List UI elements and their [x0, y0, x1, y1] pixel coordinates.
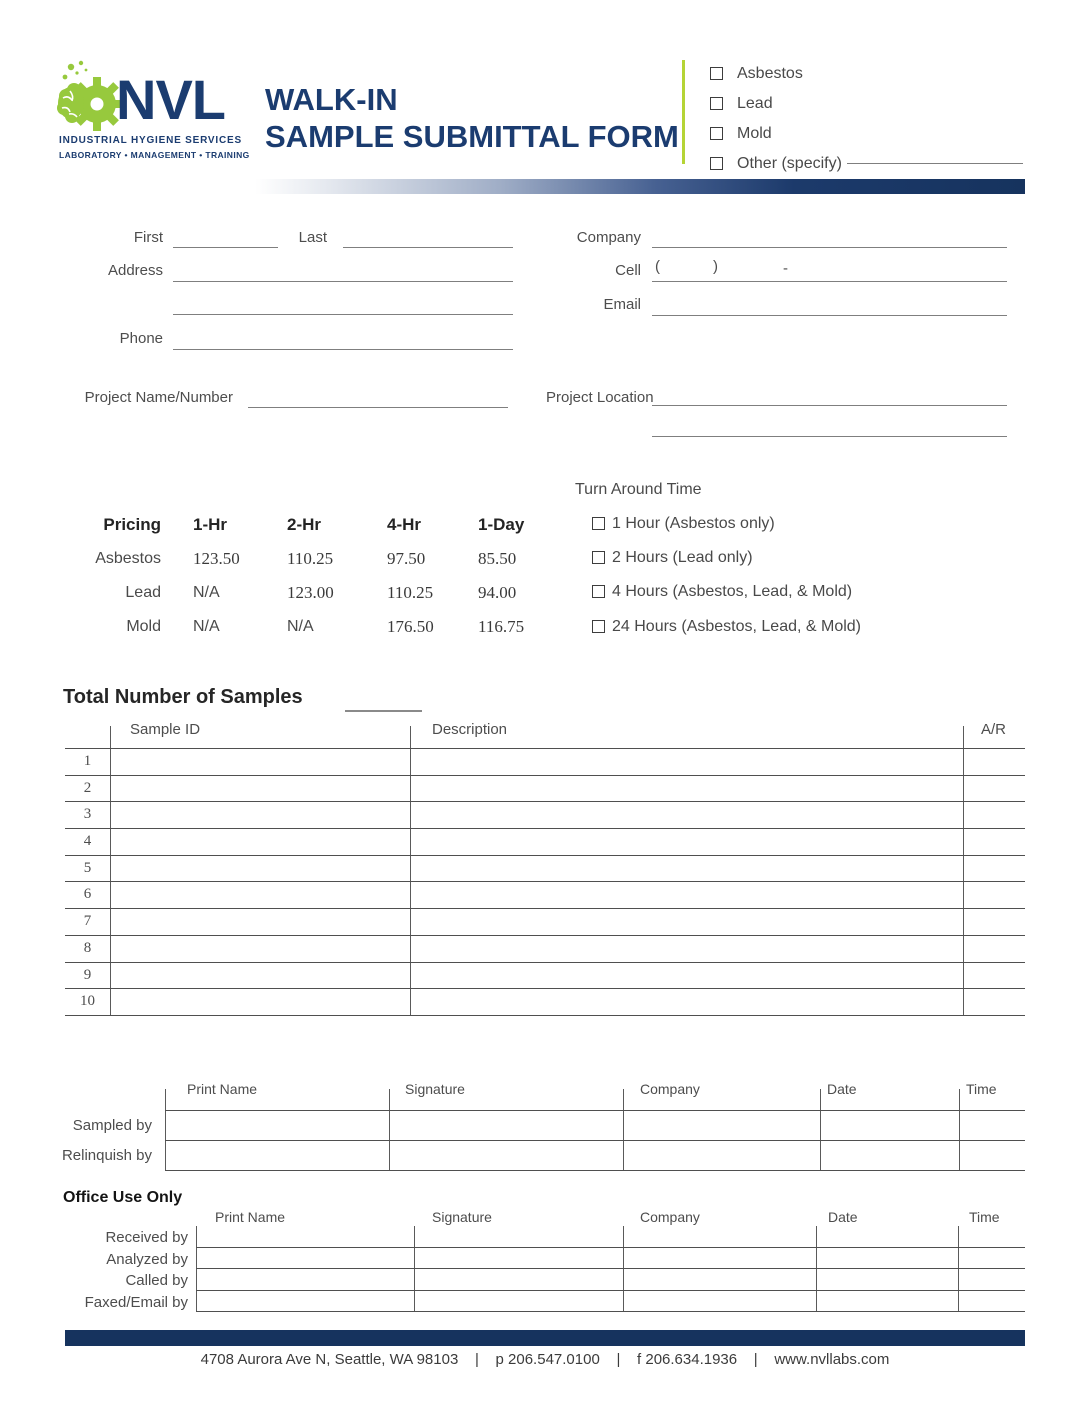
brain-gear-icon [56, 58, 120, 134]
office-row-called-by [196, 1269, 1025, 1291]
sample-id-cell[interactable] [110, 802, 410, 828]
office-row-received-by [196, 1226, 1025, 1248]
ar-cell[interactable] [963, 963, 1025, 989]
ar-cell[interactable] [963, 776, 1025, 802]
date-cell[interactable] [816, 1291, 958, 1312]
office-use-only-title: Office Use Only [63, 1189, 183, 1206]
office-col-date: Date [828, 1209, 858, 1225]
ar-cell[interactable] [963, 856, 1025, 882]
office-col-company: Company [640, 1209, 700, 1225]
signoff-table [165, 1110, 1025, 1171]
signoff-row-relinquish-by [165, 1141, 1025, 1171]
checkbox-icon[interactable] [592, 620, 605, 633]
description-cell[interactable] [410, 829, 963, 855]
checkbox-label: 1 Hour (Asbestos only) [612, 515, 775, 532]
phone-line[interactable] [173, 349, 513, 350]
description-cell[interactable] [410, 776, 963, 802]
sample-id-cell[interactable] [110, 963, 410, 989]
signature-cell[interactable] [389, 1111, 623, 1140]
description-cell[interactable] [410, 856, 963, 882]
ar-cell[interactable] [963, 882, 1025, 908]
office-col-print-name: Print Name [215, 1209, 286, 1225]
ar-cell[interactable] [963, 936, 1025, 962]
date-cell[interactable] [820, 1111, 959, 1140]
checkbox-icon[interactable] [710, 67, 723, 80]
first-name-label: First [133, 229, 163, 246]
date-cell[interactable] [816, 1226, 958, 1247]
sample-id-cell[interactable] [110, 829, 410, 855]
project-location-label: Project Location [546, 389, 654, 406]
table-row [65, 776, 1025, 803]
price-cell: 123.50 [193, 549, 240, 568]
row-number: 1 [83, 753, 92, 769]
project-name-line[interactable] [248, 407, 508, 408]
header-tick [110, 726, 111, 748]
pricing-row-label: Lead [125, 584, 161, 601]
cell-dash: - [783, 260, 788, 277]
time-cell[interactable] [959, 1111, 1025, 1140]
description-cell[interactable] [410, 936, 963, 962]
cell-open-paren: ( [655, 258, 660, 275]
cell-line[interactable] [652, 281, 1007, 282]
time-cell[interactable] [958, 1226, 1025, 1247]
other-specify-line[interactable] [847, 163, 1023, 164]
table-row [65, 882, 1025, 909]
price-cell: 110.25 [387, 583, 434, 602]
called-by-label: Called by [125, 1272, 188, 1289]
signoff-col-print-name: Print Name [187, 1081, 258, 1097]
sample-id-cell[interactable] [110, 936, 410, 962]
row-number: 10 [80, 993, 95, 1010]
row-number: 2 [83, 779, 92, 796]
header-tick [410, 726, 411, 748]
print-name-cell[interactable] [196, 1226, 414, 1247]
green-divider [682, 60, 685, 164]
cell-close-paren: ) [713, 258, 718, 275]
project-location-line-2[interactable] [652, 436, 1007, 437]
title-line-1: WALK-IN [265, 82, 398, 117]
signoff-col-company: Company [640, 1081, 700, 1097]
office-col-signature: Signature [432, 1209, 492, 1225]
print-name-cell[interactable] [165, 1111, 389, 1140]
header-tick [963, 726, 964, 748]
price-cell: N/A [193, 584, 220, 601]
time-cell[interactable] [959, 1141, 1025, 1170]
checkbox-icon[interactable] [710, 157, 723, 170]
sample-id-cell[interactable] [110, 909, 410, 935]
company-cell[interactable] [623, 1226, 816, 1247]
signature-cell[interactable] [389, 1141, 623, 1170]
price-cell: 110.25 [287, 549, 334, 568]
checkbox-icon[interactable] [710, 97, 723, 110]
signature-cell[interactable] [414, 1269, 623, 1290]
pricing-header-4hr: 4-Hr [387, 515, 422, 534]
price-cell: 94.00 [478, 583, 517, 602]
date-cell[interactable] [816, 1248, 958, 1269]
brand-name: NVL [116, 68, 225, 131]
print-name-cell[interactable] [196, 1269, 414, 1290]
table-row [65, 829, 1025, 856]
footer-bar [65, 1330, 1025, 1346]
col-header-ar: A/R [981, 721, 1007, 738]
ar-cell[interactable] [963, 829, 1025, 855]
sample-id-cell[interactable] [110, 882, 410, 908]
checkbox-icon[interactable] [592, 585, 605, 598]
total-samples-line[interactable] [345, 710, 422, 712]
project-name-label: Project Name/Number [84, 389, 233, 406]
table-row [65, 856, 1025, 883]
row-number: 4 [83, 833, 92, 850]
checkbox-label: Asbestos [737, 65, 803, 82]
address-line-1[interactable] [173, 281, 513, 282]
sample-id-cell[interactable] [110, 749, 410, 775]
description-cell[interactable] [410, 963, 963, 989]
signature-cell[interactable] [414, 1291, 623, 1312]
checkbox-label: 24 Hours (Asbestos, Lead, & Mold) [612, 618, 862, 635]
price-cell: N/A [193, 618, 220, 635]
title-line-2: SAMPLE SUBMITTAL FORM [265, 119, 679, 154]
price-cell: 123.00 [287, 583, 334, 602]
email-line[interactable] [652, 315, 1007, 316]
price-cell: 85.50 [478, 549, 517, 568]
checkbox-label: Other (specify) [737, 155, 842, 172]
signoff-col-date: Date [827, 1081, 857, 1097]
project-location-line-1[interactable] [652, 405, 1007, 406]
col-header-description: Description [432, 721, 508, 738]
ar-cell[interactable] [963, 909, 1025, 935]
pricing-row-label: Asbestos [95, 550, 161, 567]
print-name-cell[interactable] [196, 1291, 414, 1312]
pricing-header-2hr: 2-Hr [287, 515, 322, 534]
table-row [65, 909, 1025, 936]
checkbox-label: Lead [737, 95, 773, 112]
total-samples-title: Total Number of Samples [63, 686, 303, 708]
first-name-line[interactable] [173, 247, 278, 248]
row-number: 7 [83, 913, 92, 930]
description-cell[interactable] [410, 989, 963, 1015]
ar-cell[interactable] [963, 749, 1025, 775]
date-cell[interactable] [820, 1141, 959, 1170]
time-cell[interactable] [958, 1291, 1025, 1312]
price-cell: 97.50 [387, 549, 426, 568]
email-label: Email [603, 296, 641, 313]
table-row [65, 963, 1025, 990]
header-tick [165, 1089, 166, 1110]
received-by-label: Received by [105, 1229, 188, 1246]
sample-id-cell[interactable] [110, 856, 410, 882]
checkbox-label: Mold [737, 125, 772, 142]
price-cell: 116.75 [478, 617, 525, 636]
description-cell[interactable] [410, 749, 963, 775]
signoff-col-signature: Signature [405, 1081, 465, 1097]
last-name-line[interactable] [343, 247, 513, 248]
logo-tagline-1: INDUSTRIAL HYGIENE SERVICES [59, 135, 242, 146]
table-row [65, 989, 1025, 1016]
time-cell[interactable] [958, 1248, 1025, 1269]
pricing-header-1hr: 1-Hr [193, 515, 228, 534]
row-number: 8 [83, 939, 92, 956]
checkbox-icon[interactable] [592, 517, 605, 530]
cell-label: Cell [615, 262, 641, 279]
price-cell: 176.50 [387, 617, 434, 636]
pricing-row-label: Mold [126, 618, 161, 635]
checkbox-icon[interactable] [592, 551, 605, 564]
header-tick [820, 1089, 821, 1110]
header-tick [389, 1089, 390, 1110]
address-label: Address [107, 262, 163, 279]
signature-cell[interactable] [414, 1226, 623, 1247]
description-cell[interactable] [410, 909, 963, 935]
pricing-table [60, 508, 568, 644]
sampled-by-label: Sampled by [72, 1117, 152, 1134]
ar-cell[interactable] [963, 802, 1025, 828]
price-cell: N/A [287, 618, 314, 635]
page-title [265, 81, 679, 155]
signature-cell[interactable] [414, 1248, 623, 1269]
date-cell[interactable] [816, 1269, 958, 1290]
row-number: 5 [83, 859, 92, 876]
faxed-email-by-label: Faxed/Email by [84, 1294, 188, 1311]
analyzed-by-label: Analyzed by [106, 1251, 188, 1268]
row-number: 6 [83, 886, 92, 903]
samples-table [65, 748, 1025, 1016]
office-row-analyzed-by [196, 1248, 1025, 1270]
footer-contact-info: 4708 Aurora Ave N, Seattle, WA 98103 | p 206.547.0100 | f 206.634.1936 | www.nvllabs.com [200, 1351, 890, 1368]
turnaround-title: Turn Around Time [575, 481, 702, 498]
company-cell[interactable] [623, 1141, 820, 1170]
ar-cell[interactable] [963, 989, 1025, 1015]
pricing-header: Pricing [103, 515, 161, 534]
row-number: 3 [83, 806, 92, 823]
logo-tagline-2: LABORATORY • MANAGEMENT • TRAINING [59, 150, 250, 160]
last-name-label: Last [298, 229, 327, 246]
print-name-cell[interactable] [196, 1248, 414, 1269]
phone-label: Phone [119, 330, 163, 347]
checkbox-icon[interactable] [710, 127, 723, 140]
time-cell[interactable] [958, 1269, 1025, 1290]
company-line[interactable] [652, 247, 1007, 248]
office-col-time: Time [969, 1209, 1000, 1225]
signoff-row-sampled-by [165, 1111, 1025, 1141]
sample-id-cell[interactable] [110, 989, 410, 1015]
sample-id-cell[interactable] [110, 776, 410, 802]
company-cell[interactable] [623, 1248, 816, 1269]
company-cell[interactable] [623, 1291, 816, 1312]
row-number: 9 [83, 966, 92, 983]
print-name-cell[interactable] [165, 1141, 389, 1170]
col-header-sample-id: Sample ID [130, 721, 201, 738]
description-cell[interactable] [410, 882, 963, 908]
table-row [65, 749, 1025, 776]
signoff-col-time: Time [966, 1081, 997, 1097]
address-line-2[interactable] [173, 314, 513, 315]
checkbox-label: 2 Hours (Lead only) [612, 549, 753, 566]
office-table [196, 1226, 1025, 1312]
header-gradient-bar [255, 179, 1025, 194]
header-tick [623, 1089, 624, 1110]
checkbox-label: 4 Hours (Asbestos, Lead, & Mold) [612, 583, 853, 600]
office-row-faxed-email-by [196, 1291, 1025, 1313]
description-cell[interactable] [410, 802, 963, 828]
relinquish-by-label: Relinquish by [61, 1147, 152, 1164]
company-cell[interactable] [623, 1269, 816, 1290]
header-tick [959, 1089, 960, 1110]
company-label: Company [576, 229, 641, 246]
pricing-header-1day: 1-Day [478, 515, 525, 534]
table-row [65, 936, 1025, 963]
company-cell[interactable] [623, 1111, 820, 1140]
table-row [65, 802, 1025, 829]
